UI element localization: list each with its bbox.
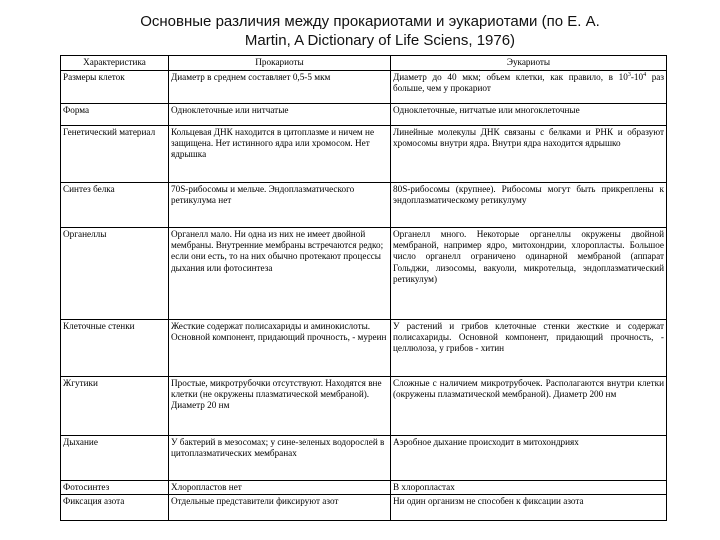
document-title [0,12,720,50]
feature-cell: Синтез белка [61,183,169,228]
header-feature: Характеристика [61,56,169,71]
eukaryotes-cell: В хлоропластах [391,481,667,495]
table-row-cell-size [61,71,667,104]
eukaryotes-cell: Органелл много. Некоторые органеллы окружены двойной мембраной, например ядро, митохондрии, хлоропласты. Большое число органелл ограничено одинарной мембраной (аппарат Гольджи, лизосомы, вакуоли, микротельца, эндоплазматический ретикулум) [391,228,667,320]
comparison-table [60,55,667,521]
feature-cell: Форма [61,104,169,126]
title-line-2: Martin, A Dictionary of Life Sciens, 1976) [244,32,516,49]
feature-cell: Органеллы [61,228,169,320]
feature-cell: Генетический материал [61,126,169,183]
prokaryotes-cell: 70S-рибосомы и мельче. Эндоплазматического ретикулума нет [169,183,391,228]
table-row-photosynthesis [61,481,667,495]
feature-cell: Клеточные стенки [61,320,169,377]
eukaryotes-text-start: Диаметр до 40 мкм; объем клетки, как правило, в 10 [393,72,628,82]
feature-cell: Фиксация азота [61,495,169,521]
eukaryotes-cell: 80S-рибосомы (крупнее). Рибосомы могут быть прикреплены к эндоплазматическому ретикулуму [391,183,667,228]
prokaryotes-cell: Органелл мало. Ни одна из них не имеет двойной мембраны. Внутренние мембраны встречаются редко; если они есть, то на них обычно протекают процессы дыхания или фотосинтеза [169,228,391,320]
exponent-4: 4 [643,71,647,78]
feature-cell: Жгутики [61,377,169,436]
table-row-nitrogen-fixation [61,495,667,521]
table-row-shape [61,104,667,126]
table-row-cell-walls [61,320,667,377]
prokaryotes-cell: Одноклеточные или нитчатые [169,104,391,126]
feature-cell: Дыхание [61,436,169,481]
eukaryotes-cell [391,71,667,104]
eukaryotes-cell: Ни один организм не способен к фиксации азота [391,495,667,521]
eukaryotes-cell: Линейные молекулы ДНК связаны с белками и РНК и образуют хромосомы внутри ядра. Внутри ядра находится ядрышко [391,126,667,183]
prokaryotes-cell: У бактерий в мезосомах; у сине-зеленых водорослей в цитоплазматических мембранах [169,436,391,481]
table-row-respiration [61,436,667,481]
prokaryotes-cell: Жесткие содержат полисахариды и аминокислоты. Основной компонент, придающий прочность, - муреин [169,320,391,377]
exponent-3: 3 [627,71,631,78]
prokaryotes-cell: Хлоропластов нет [169,481,391,495]
prokaryotes-cell: Кольцевая ДНК находится в цитоплазме и ничем не защищена. Нет истинного ядра или хромосом. Нет ядрышка [169,126,391,183]
feature-cell: Фотосинтез [61,481,169,495]
eukaryotes-cell: У растений и грибов клеточные стенки жесткие и содержат полисахариды. Основной компонент, придающий прочность, - целлюлоза, у грибов - хитин [391,320,667,377]
prokaryotes-cell: Отдельные представители фиксируют азот [169,495,391,521]
eukaryotes-text-end: раз больше, чем у прокариот [393,72,664,94]
feature-cell: Размеры клеток [61,71,169,104]
eukaryotes-cell: Сложные с наличием микротрубочек. Располагаются внутри клетки (окружены плазматической мембраной). Диаметр 200 нм [391,377,667,436]
table-row-protein-synthesis [61,183,667,228]
table-header-row [61,56,667,71]
table-row-organelles [61,228,667,320]
prokaryotes-cell: Простые, микротрубочки отсутствуют. Находятся вне клетки (не окружены плазматической мембраной). Диаметр 20 нм [169,377,391,436]
header-eukaryotes: Эукариоты [391,56,667,71]
eukaryotes-cell: Аэробное дыхание происходит в митохондриях [391,436,667,481]
table-row-genetic-material [61,126,667,183]
header-prokaryotes: Прокариоты [169,56,391,71]
table-row-flagella [61,377,667,436]
title-line-1: Основные различия между прокариотами и эукариотами (по Е. А. [140,13,600,30]
prokaryotes-cell: Диаметр в среднем составляет 0,5-5 мкм [169,71,391,104]
eukaryotes-cell: Одноклеточные, нитчатые или многоклеточные [391,104,667,126]
eukaryotes-text-mid: -10 [630,72,644,82]
